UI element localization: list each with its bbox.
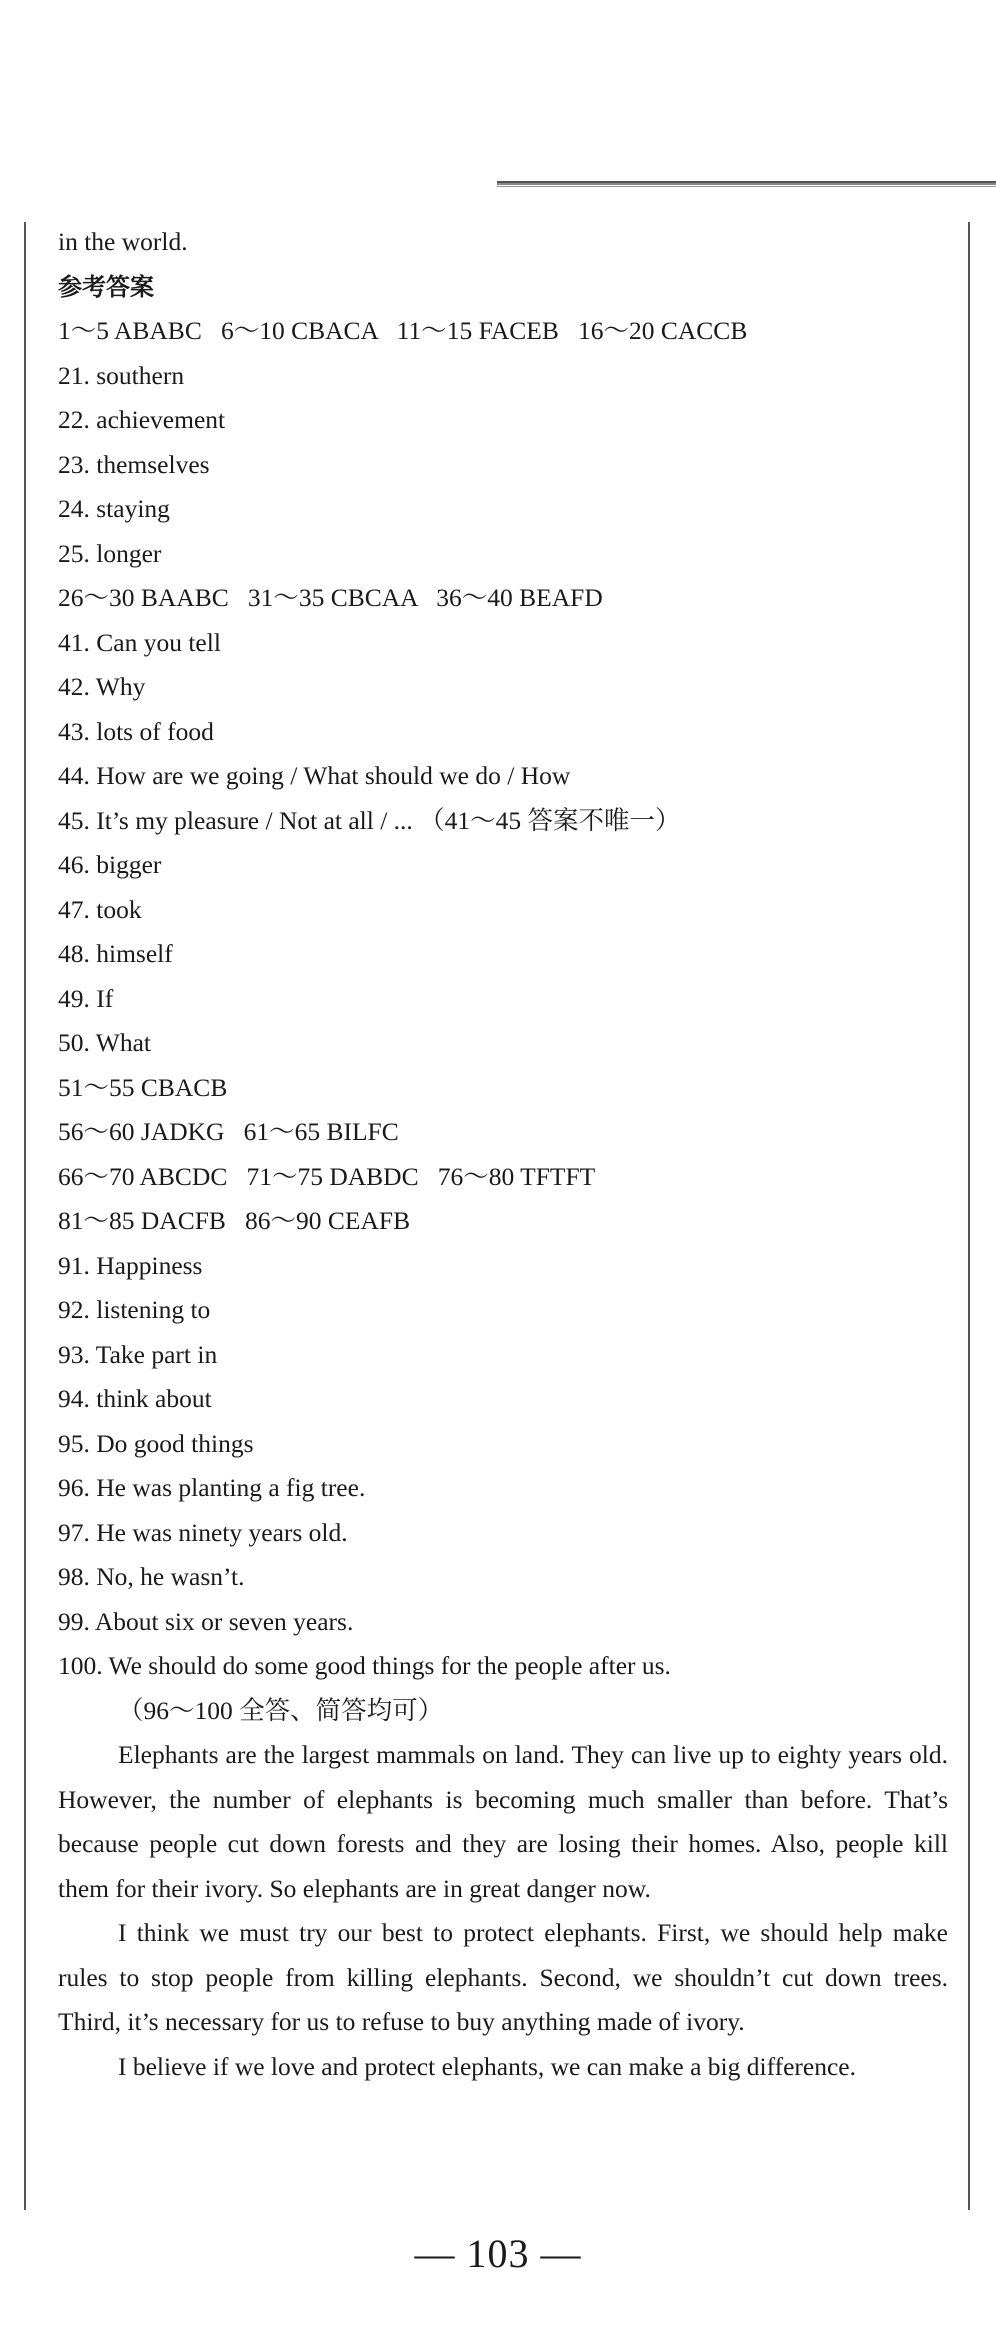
answer-item: 95. Do good things (58, 1428, 254, 1458)
answer-item: 41. Can you tell (58, 627, 221, 657)
answer-item: 99. About six or seven years. (58, 1606, 354, 1636)
answer-item: 1～5 ABABC 6～10 CBACA 11～15 FACEB 16～20 CACCB (58, 316, 748, 345)
answer-item: 43. lots of food (58, 716, 214, 746)
answer-item: 81～85 DACFB 86～90 CEAFB (58, 1206, 411, 1235)
answer-item: 23. themselves (58, 449, 210, 479)
answer-item: 56～60 JADKG 61～65 BILFC (58, 1117, 399, 1146)
answer-item: 97. He was ninety years old. (58, 1517, 348, 1547)
essay-paragraph: I believe if we love and protect elephants, we can make a big difference. (118, 2051, 856, 2081)
answer-list (58, 309, 948, 1689)
answer-item: 93. Take part in (58, 1339, 218, 1369)
answer-item: 91. Happiness (58, 1250, 203, 1280)
answer-item: 24. staying (58, 494, 170, 523)
continuation-line: in the world. (58, 227, 188, 256)
answer-item: 48. himself (58, 939, 173, 968)
answer-note: （96～100 全答、简答均可） (118, 1695, 444, 1725)
sample-essay (58, 1733, 948, 2089)
answer-item: 66～70 ABCDC 71～75 DABDC 76～80 TFTFT (58, 1161, 596, 1191)
answer-item: 45. It’s my pleasure / Not at all / ... （41～45 答案不唯一） (58, 805, 681, 835)
left-margin-rule (24, 222, 26, 2210)
answer-key-heading: 参考答案 (58, 272, 154, 301)
answer-item: 51～55 CBACB (58, 1072, 228, 1102)
answer-item: 44. How are we going / What should we do / How (58, 761, 571, 790)
top-decorative-rule (497, 181, 996, 185)
answer-item: 42. Why (58, 672, 146, 701)
answer-item: 96. He was planting a fig tree. (58, 1473, 366, 1502)
answer-item: 94. think about (58, 1384, 212, 1413)
answer-item: 100. We should do some good things for the people after us. (58, 1651, 671, 1680)
essay-paragraph: Elephants are the largest mammals on land. They can live up to eighty years old. However, the number of elephants is becoming much smaller than before. That’s because people cut down forests and they are losing their homes. Also, people kill them for their ivory. So elephants are in great danger now. (58, 1740, 948, 1903)
answer-item: 98. No, he wasn’t. (58, 1562, 245, 1591)
answer-item: 50. What (58, 1028, 152, 1057)
right-margin-rule (968, 222, 970, 2210)
answer-item: 21. southern (58, 360, 185, 390)
answer-item: 49. If (58, 983, 114, 1013)
answer-item: 22. achievement (58, 405, 226, 434)
answer-item: 26～30 BAABC 31～35 CBCAA 36～40 BEAFD (58, 583, 603, 612)
answer-item: 46. bigger (58, 850, 162, 879)
answer-item: 47. took (58, 894, 142, 924)
essay-paragraph: I think we must try our best to protect elephants. First, we should help make rules to stop people from killing elephants. Second, we shouldn’t cut down trees. Third, it’s necessary for us to refuse to buy anything made of ivory. (58, 1918, 948, 2036)
page-content (58, 220, 948, 2089)
answer-item: 25. longer (58, 538, 162, 568)
page-number: — 103 — (414, 2231, 582, 2276)
answer-item: 92. listening to (58, 1295, 211, 1324)
